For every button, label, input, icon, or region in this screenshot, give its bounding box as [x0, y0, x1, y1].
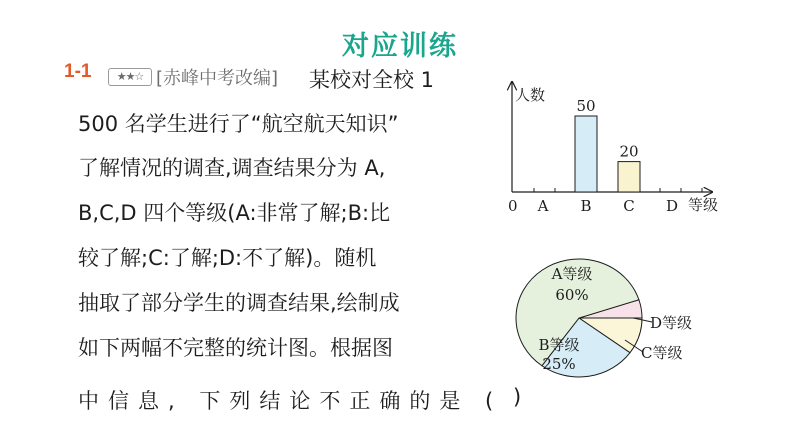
bar-chart [508, 82, 718, 215]
question-line-7: 如下两幅不完整的统计图。根据图 [78, 336, 393, 360]
data-label-B: 50 [576, 97, 596, 115]
pie-chart [516, 259, 692, 377]
pie-label-d: D等级 [650, 314, 693, 332]
x-tick-label-C: C [623, 197, 635, 215]
question-source: [赤峰中考改编] [156, 68, 279, 89]
x-tick-label-A: A [537, 197, 549, 215]
pie-percent-a: 60% [555, 286, 589, 304]
pie-label-c: C等级 [641, 344, 683, 362]
bar-B [575, 116, 597, 192]
section-title: 对应训练 [342, 31, 458, 62]
origin-label: 0 [508, 197, 518, 215]
x-tick-label-D: D [665, 197, 679, 215]
y-axis-label: 人数 [515, 86, 546, 104]
question-line-6: 抽取了部分学生的调查结果,绘制成 [78, 291, 400, 315]
question-line-8: 中信息, 下列结论不正确的是 ( [78, 389, 503, 413]
data-label-C: 20 [619, 142, 639, 161]
question-number: 1-1 [64, 61, 92, 82]
pie-label-a: A等级 [551, 265, 593, 283]
question-line-4: B,C,D 四个等级(A:非常了解;B:比 [78, 201, 391, 225]
bar-C [618, 162, 640, 192]
question-line-5: 较了解;C:了解;D:不了解)。随机 [78, 246, 377, 270]
difficulty-stars: ★★☆ [108, 68, 152, 86]
question-line-2: 500 名学生进行了“航空航天知识” [78, 112, 399, 136]
question-line-3: 了解情况的调查,调查结果分为 A, [78, 156, 386, 180]
x-axis-label: 等级 [688, 196, 719, 214]
pie-percent-b: 25% [542, 355, 576, 373]
answer-close-paren: ) [513, 385, 522, 409]
question-line-1: 某校对全校 1 [309, 68, 435, 92]
pie-label-b: B等级 [538, 336, 580, 354]
x-tick-label-B: B [580, 197, 592, 215]
